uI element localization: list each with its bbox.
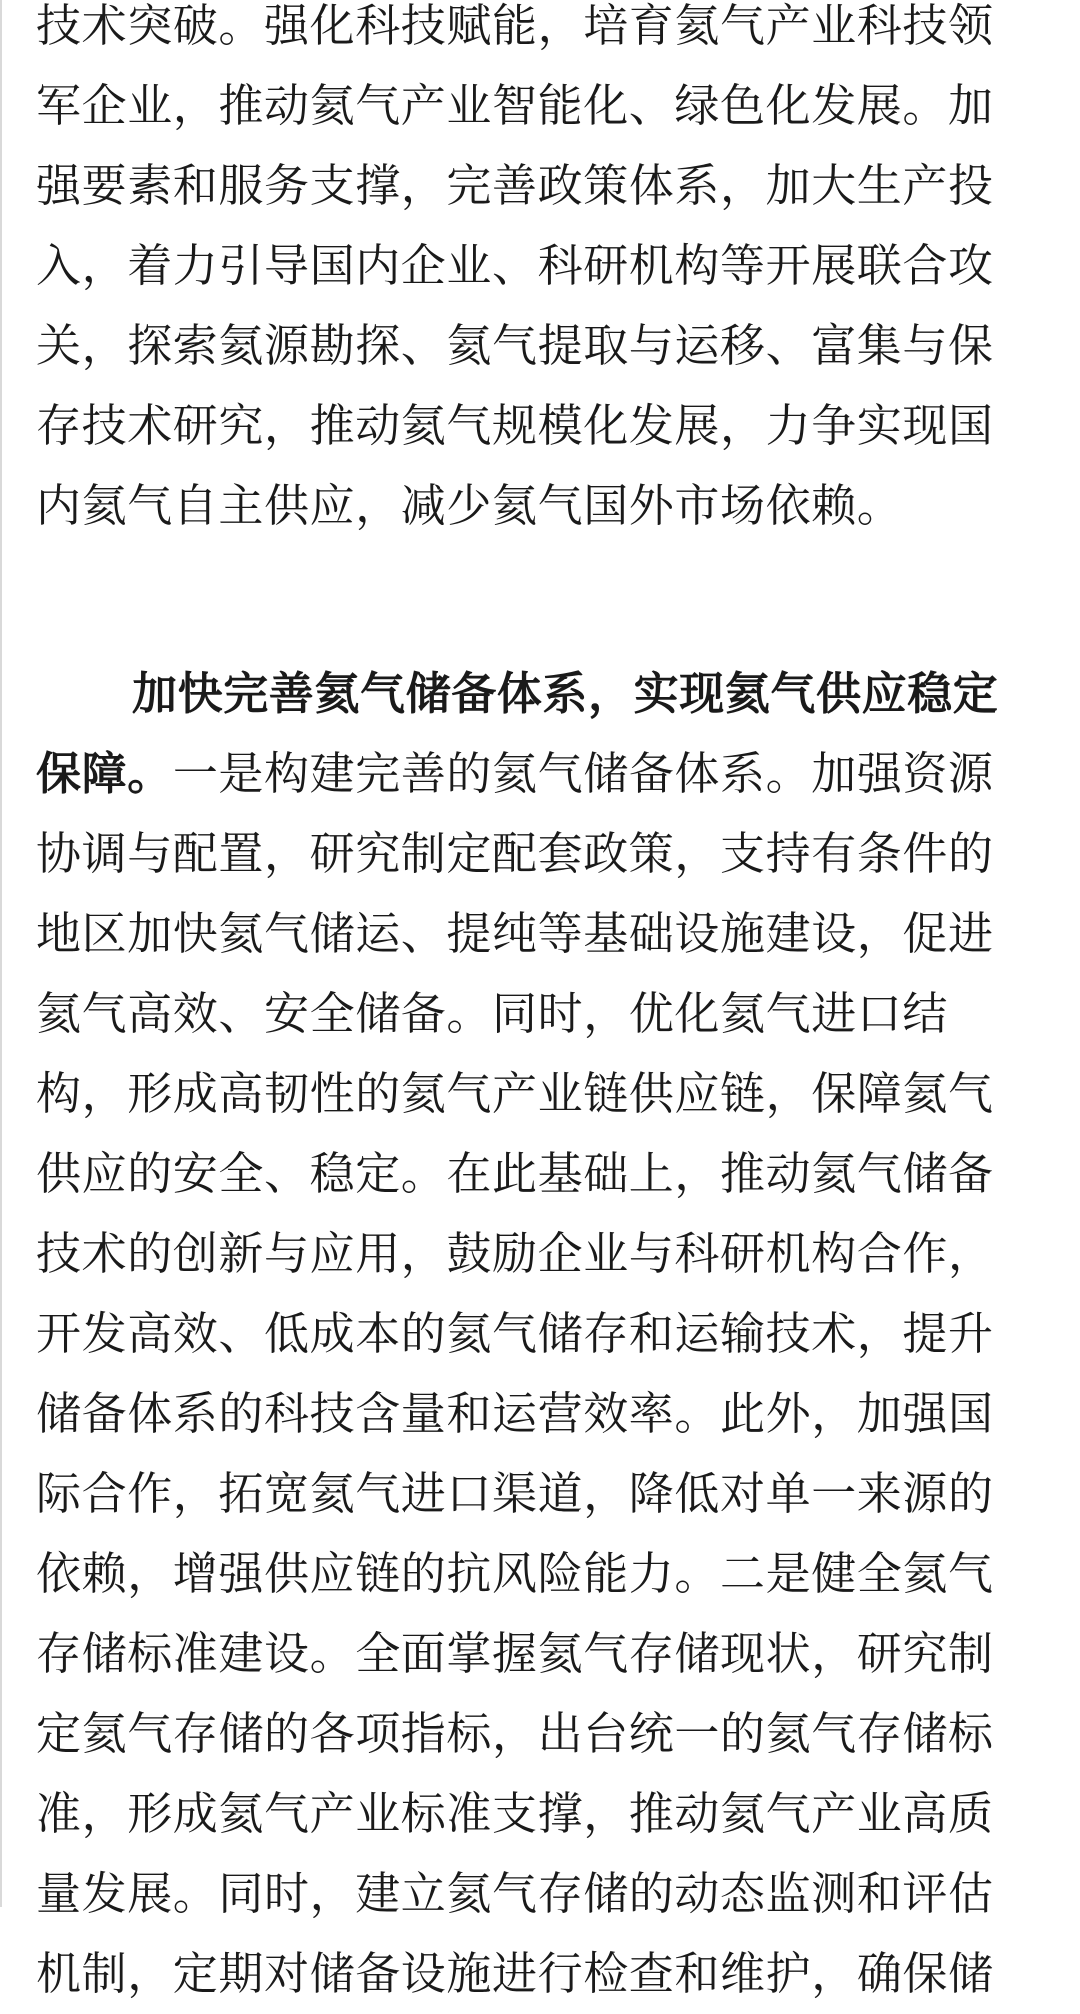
text-line: 际合作，拓宽氦气进口渠道，降低对单一来源的 [36, 1467, 994, 1520]
text-line: 技术突破。强化科技赋能，培育氦气产业科技领 [36, 0, 994, 52]
text-line: 定氦气存储的各项指标，出台统一的氦气存储标 [36, 1707, 994, 1760]
text-line [36, 734, 1048, 814]
text-line: 氦气高效、安全储备。同时，优化氦气进口结 [36, 987, 949, 1040]
text-run: 一是构建完善的氦气储备体系。加强资源 [172, 747, 994, 800]
text-line: 军企业，推动氦气产业智能化、绿色化发展。加 [36, 79, 994, 132]
text-line: 存储标准建设。全面掌握氦气存储现状，研究制 [36, 1627, 994, 1680]
text-line: 协调与配置，研究制定配套政策，支持有条件的 [36, 827, 994, 880]
text-line: 供应的安全、稳定。在此基础上，推动氦气储备 [36, 1147, 994, 1200]
text-line: 入，着力引导国内企业、科研机构等开展联合攻 [36, 239, 994, 292]
text-line: 依赖，增强供应链的抗风险能力。二是健全氦气 [36, 1547, 994, 1600]
heading-line [36, 654, 1048, 734]
article-body [36, 0, 1048, 2014]
text-line: 机制，定期对储备设施进行检查和维护，确保储 [36, 1947, 994, 2000]
text-line: 关，探索氦源勘探、氦气提取与运移、富集与保 [36, 319, 994, 372]
text-line: 构，形成高韧性的氦气产业链供应链，保障氦气 [36, 1067, 994, 1120]
text-line: 内氦气自主供应，减少氦气国外市场依赖。 [36, 479, 903, 532]
text-line: 技术的创新与应用，鼓励企业与科研机构合作， [36, 1227, 994, 1280]
text-line: 量发展。同时，建立氦气存储的动态监测和评估 [36, 1867, 994, 1920]
text-line: 强要素和服务支撑，完善政策体系，加大生产投 [36, 159, 994, 212]
paragraph-gap [36, 546, 1048, 654]
text-line: 存技术研究，推动氦气规模化发展，力争实现国 [36, 399, 994, 452]
section-heading: 加快完善氦气储备体系，实现氦气供应稳定 [132, 667, 999, 720]
paragraph-helium-reserve [36, 654, 1048, 2014]
paragraph-helium-tech [36, 0, 1048, 546]
text-line: 开发高效、低成本的氦气储存和运输技术，提升 [36, 1307, 994, 1360]
section-heading-end: 保障。 [36, 747, 173, 800]
text-line: 准，形成氦气产业标准支撑，推动氦气产业高质 [36, 1787, 994, 1840]
text-line: 储备体系的科技含量和运营效率。此外，加强国 [36, 1387, 994, 1440]
text-line: 地区加快氦气储运、提纯等基础设施建设，促进 [36, 907, 994, 960]
